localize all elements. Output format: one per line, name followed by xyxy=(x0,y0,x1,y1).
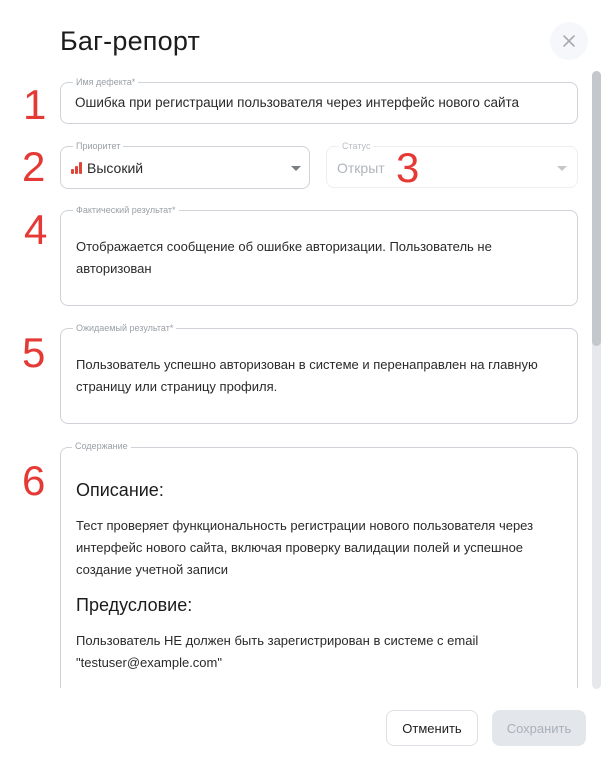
status-value: Открыт xyxy=(337,160,385,176)
scrollbar-thumb[interactable] xyxy=(592,71,601,346)
annotation-6: 6 xyxy=(22,457,46,504)
defect-name-label: Имя дефекта* xyxy=(73,76,138,88)
annotation-2: 2 xyxy=(22,143,46,190)
expected-result-field[interactable] xyxy=(60,323,578,424)
annotation-5: 5 xyxy=(22,329,46,376)
content-heading-description: Описание: xyxy=(76,480,164,500)
status-label: Статус xyxy=(339,140,373,152)
defect-name-value: Ошибка при регистрации пользователя через интерфейс нового сайта xyxy=(75,95,520,110)
content-text-precondition: Пользователь НЕ должен быть зарегистрирован в системе с email "testuser@example.com" xyxy=(76,633,479,670)
actual-result-value: Отображается сообщение об ошибке авторизации. Пользователь не авторизован xyxy=(76,239,492,276)
annotation-1: 1 xyxy=(23,81,47,128)
content-text-description: Тест проверяет функциональность регистрации нового пользователя через интерфейс нового сайта, включая проверку валидации полей и успешное создание учетной записи xyxy=(76,518,534,577)
expected-result-value: Пользователь успешно авторизован в системе и перенаправлен на главную страницу или страницу профиля. xyxy=(76,357,538,394)
priority-select[interactable] xyxy=(60,141,310,189)
chevron-down-icon xyxy=(557,166,567,171)
content-editor[interactable] xyxy=(60,447,578,688)
signal-bars-icon xyxy=(71,162,82,174)
actual-result-field[interactable] xyxy=(60,205,578,306)
close-icon xyxy=(562,34,576,48)
dialog-title: Баг-репорт xyxy=(60,26,201,56)
cancel-button[interactable]: Отменить xyxy=(386,710,478,746)
actual-result-label: Фактический результат* xyxy=(73,204,179,216)
defect-name-field[interactable] xyxy=(60,77,578,124)
content-label: Содержание xyxy=(72,440,131,452)
status-select xyxy=(326,141,578,191)
save-button: Сохранить xyxy=(492,710,586,746)
annotation-4: 4 xyxy=(24,206,48,253)
scrollbar-track[interactable] xyxy=(592,71,601,689)
content-heading-precondition: Предусловие: xyxy=(76,595,193,615)
annotation-3: 3 xyxy=(396,144,420,191)
close-button[interactable] xyxy=(550,22,588,60)
expected-result-label: Ожидаемый результат* xyxy=(73,322,176,334)
priority-label: Приоритет xyxy=(73,140,123,152)
priority-value: Высокий xyxy=(87,160,144,176)
chevron-down-icon xyxy=(291,166,301,171)
